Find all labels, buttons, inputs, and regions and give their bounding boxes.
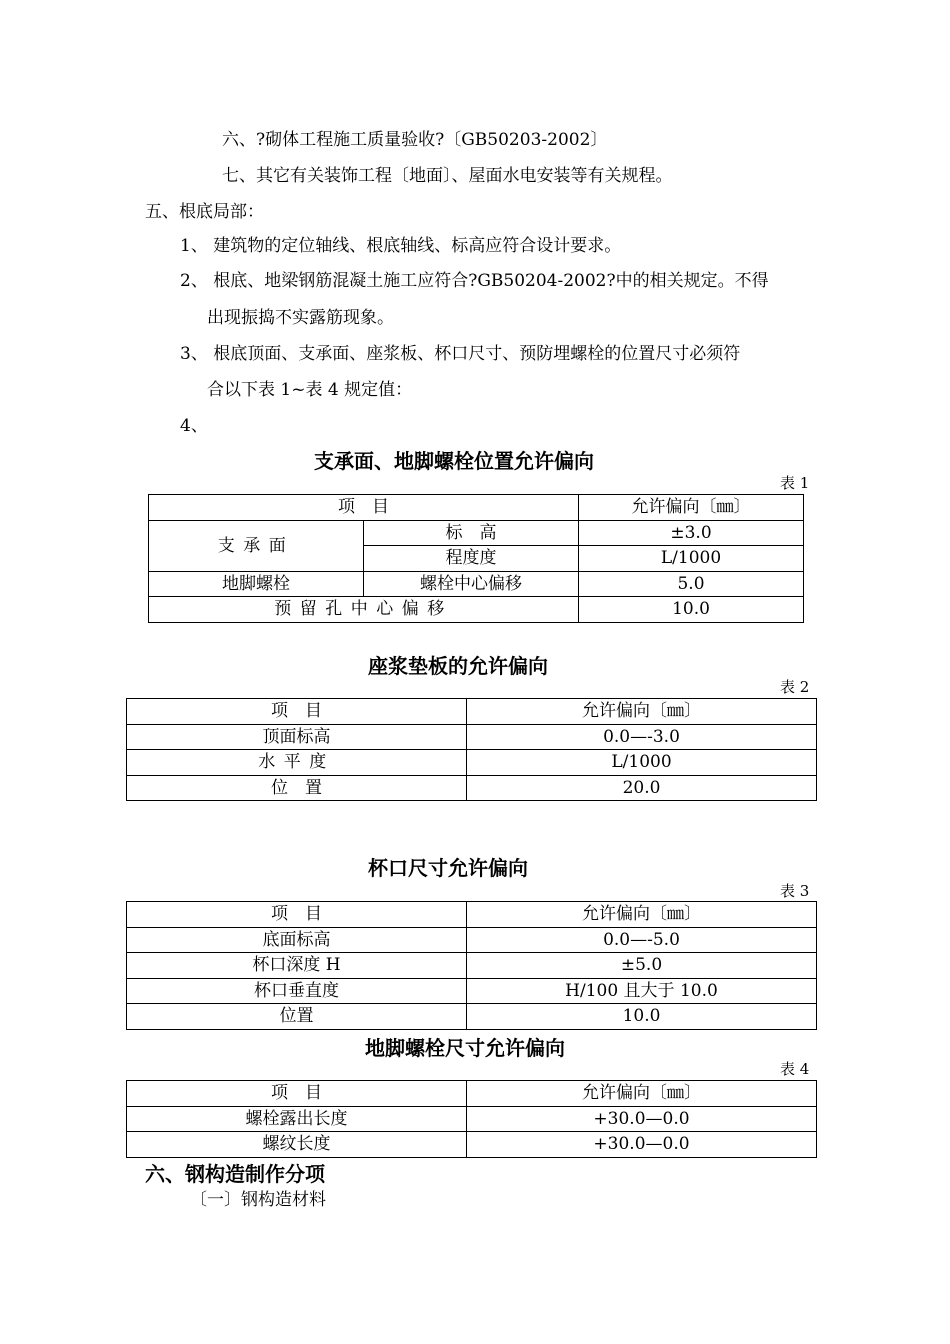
table-row [127,699,817,725]
table-row [127,775,817,801]
table3-title: 杯口尺寸允许偏向 [368,856,528,880]
table-row [127,1004,817,1030]
table2-cell: L/1000 [467,750,817,776]
table-row [127,1081,817,1107]
table1-cell: L/1000 [579,546,804,572]
paragraph-other-codes: 七、其它有关装饰工程〔地面〕、屋面水电安装等有关规程。 [222,166,673,186]
section-title-steel: 六、钢构造制作分项 [145,1162,325,1186]
table-row [127,978,817,1004]
table3-header-item: 项 目 [127,902,467,928]
table4-cell: 螺纹长度 [127,1132,467,1158]
table4-cell: +30.0—0.0 [467,1132,817,1158]
table-row [127,1106,817,1132]
table3-number: 表 3 [780,882,810,900]
table4-cell: 螺栓露出长度 [127,1106,467,1132]
table3-cell: 底面标高 [127,927,467,953]
table-row [149,495,804,521]
table2-header-value: 允许偏向〔㎜〕 [467,699,817,725]
table3-cell: 0.0—-5.0 [467,927,817,953]
table1-cell: 5.0 [579,571,804,597]
list-item-3-line1: 3、 根底顶面、支承面、座浆板、杯口尺寸、预防埋螺栓的位置尺寸必须符 [180,344,741,364]
table4 [126,1080,817,1158]
table-row [127,927,817,953]
list-item-2-line2: 出现振捣不实露筋现象。 [207,308,394,328]
table3-cell: 杯口深度 H [127,953,467,979]
section-heading-foundation: 五、根底局部： [145,202,264,222]
table-row [149,520,804,546]
paragraph-standard-masonry: 六、?砌体工程施工质量验收?〔GB50203-2002〕 [222,130,608,150]
table2-title: 座浆垫板的允许偏向 [368,654,548,678]
list-item-3-line2: 合以下表 1~表 4 规定值： [207,380,413,400]
table2-number: 表 2 [780,678,810,696]
list-item-1: 1、 建筑物的定位轴线、根底轴线、标高应符合设计要求。 [180,236,622,256]
table4-header-item: 项 目 [127,1081,467,1107]
table1-header-value: 允许偏向〔㎜〕 [579,495,804,521]
subsection-steel-materials: 〔一〕钢构造材料 [190,1190,326,1210]
table3-cell: 10.0 [467,1004,817,1030]
table3-cell: 位置 [127,1004,467,1030]
table2-cell: 顶面标高 [127,724,467,750]
table3-cell: ±5.0 [467,953,817,979]
table1-group-anchor: 地脚螺栓 [149,571,364,597]
table4-number: 表 4 [780,1060,810,1078]
table-row [127,902,817,928]
table2-cell: 20.0 [467,775,817,801]
table1-cell: 螺栓中心偏移 [364,571,579,597]
table-row [127,1132,817,1158]
table1-title: 支承面、地脚螺栓位置允许偏向 [314,449,594,473]
table1-cell: 标 高 [364,520,579,546]
table-row [127,724,817,750]
table3-header-value: 允许偏向〔㎜〕 [467,902,817,928]
list-item-4: 4、 [180,416,208,436]
table1-cell: ±3.0 [579,520,804,546]
table2-header-item: 项 目 [127,699,467,725]
table-row [127,750,817,776]
table1 [148,494,804,623]
list-item-2-line1: 2、 根底、地梁钢筋混凝土施工应符合?GB50204-2002?中的相关规定。不得 [180,271,769,291]
table3-cell: H/100 且大于 10.0 [467,978,817,1004]
table1-cell: 10.0 [579,597,804,623]
table1-group-support: 支承面 [149,520,364,571]
table-row [149,597,804,623]
table1-cell: 程度度 [364,546,579,572]
table-row [127,953,817,979]
table4-cell: +30.0—0.0 [467,1106,817,1132]
table3-cell: 杯口垂直度 [127,978,467,1004]
table2-cell: 位 置 [127,775,467,801]
table4-title: 地脚螺栓尺寸允许偏向 [365,1036,565,1060]
table1-number: 表 1 [780,474,810,492]
table3 [126,901,817,1030]
table2 [126,698,817,801]
table1-header-item: 项 目 [149,495,579,521]
table4-header-value: 允许偏向〔㎜〕 [467,1081,817,1107]
table-row [149,571,804,597]
table2-cell: 0.0—-3.0 [467,724,817,750]
table1-cell: 预留孔中心偏移 [149,597,579,623]
table2-cell: 水平度 [127,750,467,776]
